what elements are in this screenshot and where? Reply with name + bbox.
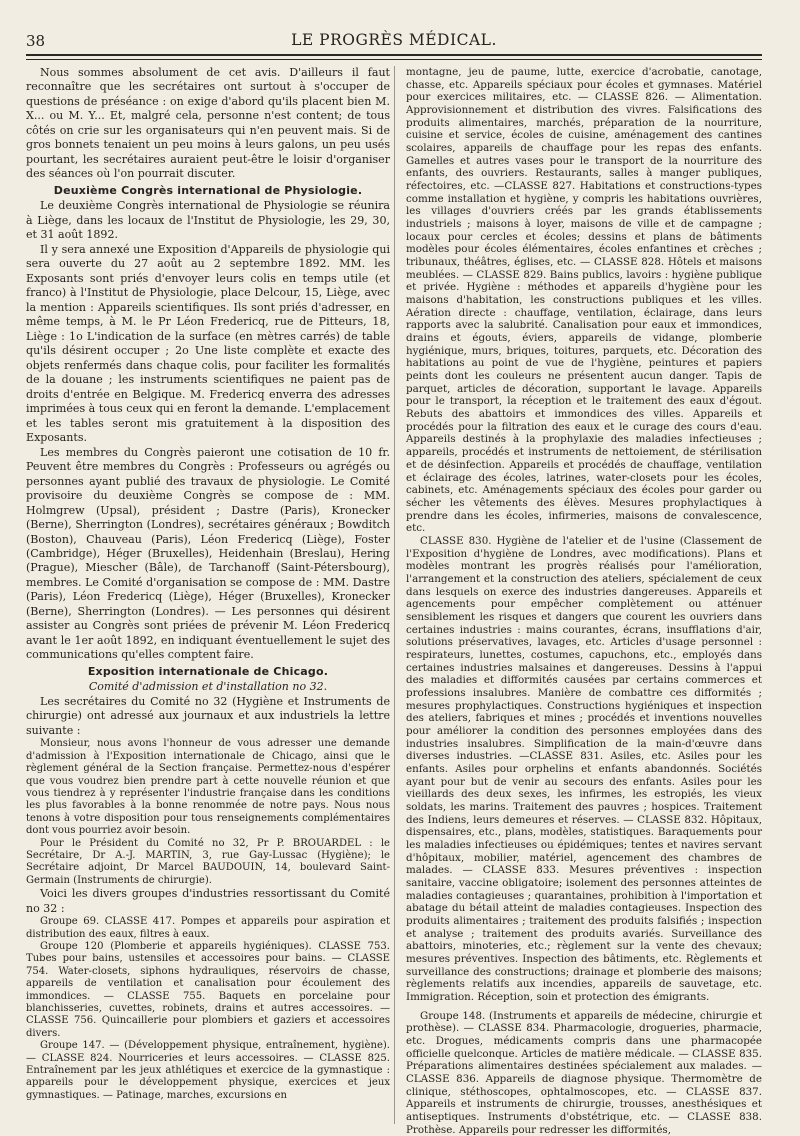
paragraph: montagne, jeu de paume, lutte, exercice d'acrobatie, canotage, chasse, etc. Appareils spéciaux pour écoles et gymnases. Matériel pour exercices militaires, etc. — CLASSE 826. — Alimentation. Approvisionnement et distribution des vivres. Falsifications des produits alimentaires, marchés, préparation de la nourriture, cuisine et service, écoles de cuisine, aménagement des cantines scolaires, appareils de chauffage pour les repas des enfants. Gamelles et autres vases pour le transport de la nourriture des enfants, des ouvriers. Restaurants, salles à manger publiques, réfectoires, etc. —CLASSE 827. Habitations et constructions-types comme installation et hygiène, y compris les habitations ouvrières, les villages d'ouvriers créés par les grands établissements industriels ; maisons à loyer, maisons de ville et de campagne ; locaux pour cercles et écoles; dessins et plans de bâtiments modèles pour écoles élémentaires, écoles enfantines et crèches ; tribunaux, théâtres, églises, etc. — CLASSE 828. Hôtels et maisons meublées. — CLASSE 829. Bains publics, lavoirs : hygiène publique et privée. Hygiène : méthodes et appareils d'hygiène pour les maisons d'habitation, les constructions publiques et les villes. Aération directe : chauffage, ventilation, éclairage, dans leurs rapports avec la salubrité. Canalisation pour eaux et immondices, drains et égouts, éviers, appareils de vidange, plomberie hygiénique, murs, briques, toitures, parquets, etc. Décoration des habitations au point de vue de l'hygiène, peintures et papiers peints dont les couleurs ne présentent aucun danger. Tapis de parquet, articles de décoration, supportant le lavage. Appareils pour le transport, la réception et le traitement des eaux d'égout. Rebuts des abattoirs et immondices des villes. Appareils et procédés pour la filtration des eaux et le curage des cours d'eau. Appareils destinés à la prophylaxie des maladies infectieuses ; appareils, procédés et instruments de nettoiement, de stérilisation et de désinfection. Appareils et procédés de chauffage, ventilation et éclairage des écoles, latrines, water-closets pour les écoles, cabinets, etc. Aménagements spéciaux des écoles pour garder ou sécher les vêtements des élèves. Mesures prophylactiques à prendre dans les écoles, infirmeries, maisons de convalescence, etc. [406,66,762,535]
group-paragraph: Groupe 147. — (Développement physique, entraînement, hygiène). — CLASSE 824. Nourriceries et leurs accessoires. — CLASSE 825. Entraînement par les jeux athlétiques et exercice de la gymnastique : appareils pour le développement physique, exercices et jeux gymnastiques. — Patinage, marches, excursions en [26,1040,390,1101]
section-heading-chicago: Exposition internationale de Chicago. [87,664,329,678]
page-header [26,28,762,50]
letter-signature: Pour le Président du Comité no 32, Pr P. BROUARDEL : le Secrétaire, Dr A.-J. MARTIN, 3, rue Gay-Lussac (Hygiène); le Secrétaire adjoint, Dr Marcel BAUDOUIN, 14, boulevard Saint-Germain (Instruments de chirurgie). [26,837,390,886]
paragraph: Groupe 148. (Instruments et appareils de médecine, chirurgie et prothèse). — CLASSE 834. Pharmacologie, drogueries, pharmacie, etc. Drogues, médicaments compris dans une pharmacopée officielle quelconque. Articles de matière médicale. — CLASSE 835. Préparations alimentaires destinées spécialement aux malades. — CLASSE 836. Appareils de diagnose physique. Thermomètre de clinique, stéthoscopes, ophtalmoscopes, etc. — CLASSE 837. Appareils et instruments de chirurgie, trousses, anesthésiques et antiseptiques. Instruments d'obstétrique, etc. — CLASSE 838. Prothèse. Appareils pour redresser les difformités, [406,1009,762,1136]
paragraph: Nous sommes absolument de cet avis. D'ailleurs il faut reconnaître que les secrétaires ont surtout à s'occuper de questions de préséance : on exige d'abord qu'ils placent bien M. X... ou M. Y... Et, malgré cela, personne n'est content; de tous côtés on crie sur les organisateurs qui n'en peuvent mais. Si de gros bonnets tenaient un peu moins à leurs galons, un peu usés pourtant, les secrétaires auraient peut-être le loisir d'organiser des séances où l'on pourrait discuter. [26,66,390,181]
header-rule-thick [26,54,762,56]
paragraph: Voici les divers groupes d'industries ressortissant du Comité no 32 : [26,887,390,915]
paragraph: Le deuxième Congrès international de Physiologie se réunira à Liège, dans les locaux de l'Institut de Physiologie, les 29, 30, et 31 août 1892. [26,199,390,242]
letter-paragraph: Monsieur, nous avons l'honneur de vous adresser une demande d'admission à l'Exposition internationale de Chicago, ainsi que le règlement général de la Section française. Permettez-nous d'espérer que vous voudrez bien prendre part à cette nouvelle réunion et que vous tiendrez à y représenter l'industrie française dans les conditions les plus favorables à la bonne renommée de notre pays. Nous nous tenons à votre disposition pour tous renseignements complémentaires dont vous pourriez avoir besoin. [26,738,390,837]
journal-title: LE PROGRÈS MÉDICAL. [291,31,497,49]
section-heading-physiology: Deuxième Congrès international de Physiologie. [53,183,363,197]
paragraph: CLASSE 830. Hygiène de l'atelier et de l'usine (Classement de l'Exposition d'hygiène de Londres, avec modifications). Plans et modèles montrant les progrès réalisés pour l'amélioration, l'arrangement et la construction des ateliers, spécialement de ceux dans lesquels on exerce des industries dangereuses. Appareils et agencements pour empêcher complètement ou atténuer sensiblement les risques et dangers que courent les ouvriers dans certaines industries : mains courantes, écrans, insufflations d'air, solutions préservatives, lavages, etc. Articles d'usage personnel : respirateurs, lunettes, costumes, capuchons, etc., employés dans certaines industries malsaines et dangereuses. Dessins à l'appui des maladies et difformités causées par certains commerces et professions insalubres. Manière de combattre ces difformités ; mesures prophylactiques. Constructions hygiéniques et inspection des ateliers, fabriques et mines ; procédés et inventions nouvelles pour améliorer la condition des personnes employées dans des industries insalubres. Simplification de la main-d'œuvre dans diverses industries. —CLASSE 831. Asiles, etc. Asiles pour les enfants. Asiles pour orphelins et enfants abandonnés. Sociétés ayant pour but de venir au secours des enfants. Asiles pour les vieillards des deux sexes, les infirmes, les estropiés, les vieux soldats, les marins. Traitement des pauvres ; hospices. Traitement des Indiens, leurs demeures et réserves. — CLASSE 832. Hôpitaux, dispensaires, etc., plans, modèles, statistiques. Baraquements pour les maladies infectieuses ou épidémiques; tentes et navires servant d'hôpitaux, mobilier, matériel, agencement des chambres de malades. — CLASSE 833. Mesures préventives : inspection sanitaire, vaccine obligatoire; isolement des personnes atteintes de maladies contagieuses ; quarantaines, prohibition à l'importation et abatage du bétail atteint de maladies contagieuses. Inspection des produits alimentaires ; traitement des produits falsifiés ; inspection et analyse ; traitement des produits avariés. Surveillance des abattoirs, minoteries, etc.; règlement sur la vente des chevaux; mesures préventives. Inspection des bâtiments, etc. Règlements et surveillance des constructions; drainage et plomberie des maisons; règlements relatifs aux incendies, appareils de sauvetage, etc. Immigration. Réception, soin et protection des émigrants. [406,534,762,1004]
group-paragraph: Groupe 69. CLASSE 417. Pompes et appareils pour aspiration et distribution des eaux, filtres à eaux. [26,916,390,940]
header-rule-thin [26,59,762,60]
right-column [406,66,762,1136]
column-divider [394,66,395,1124]
paragraph: Les membres du Congrès paieront une cotisation de 10 fr. Peuvent être membres du Congrès : Professeurs ou agrégés ou personnes ayant publié des travaux de physiologie. Le Comité provisoire du deuxième Congrès se compose de : MM. Holmgrew (Upsal), président ; Dastre (Paris), Kronecker (Berne), Sherrington (Londres), secrétaires généraux ; Bowditch (Boston), Chauveau (Paris), Léon Fredericq (Liège), Foster (Cambridge), Héger (Bruxelles), Heidenhain (Breslau), Hering (Prague), Miescher (Bâle), de Tarchanoff (Saint-Pétersbourg), membres. Le Comité d'organisation se compose de : MM. Dastre (Paris), Léon Fredericq (Liège), Héger (Bruxelles), Kronecker (Berne), Sherrington (Londres). — Les personnes qui désirent assister au Congrès sont priées de prévenir M. Léon Fredericq avant le 1er août 1892, en indiquant éventuellement le sujet des communications qu'elles comptent faire. [26,445,390,662]
paragraph: Il y sera annexé une Exposition d'Appareils de physiologie qui sera ouverte du 27 août au 2 septembre 1892. MM. les Exposants sont priés d'envoyer leurs colis en temps utile (et franco) à l'Institut de Physiologie, place Delcour, 15, Liège, avec la mention : Appareils scientifiques. Ils sont priés d'adresser, en même temps, à M. le Pr Léon Fredericq, rue de Pitteurs, 18, Liège : 1o L'indication de la surface (en mètres carrés) de table qu'ils désirent occuper ; 2o Une liste complète et exacte des objets renfermés dans chaque colis, pour faciliter les formalités de la douane ; les instruments scientifiques ne paient pas de droits d'entrée en Belgique. M. Fredericq enverra des adresses imprimées à tous ceux qui en feront la demande. L'emplacement et les tables seront mis gratuitement à la disposition des Exposants. [26,242,390,445]
section-subheading-committee: Comité d'admission et d'installation no 32. [88,680,328,694]
paragraph: Les secrétaires du Comité no 32 (Hygiène et Instruments de chirurgie) ont adressé aux journaux et aux industriels la lettre suivante : [26,694,390,737]
page-number: 38 [26,32,46,50]
left-column [26,66,390,1126]
group-paragraph: Groupe 120 (Plomberie et appareils hygiéniques). CLASSE 753. Tubes pour bains, ustensiles et accessoires pour bains. — CLASSE 754. Water-closets, siphons hydrauliques, réservoirs de chasse, appareils de ventilation et canalisation pour écoulement des immondices. — CLASSE 755. Baquets en porcelaine pour blanchisseries, cuvettes, robinets, drains et autres accessoires. — CLASSE 756. Quincaillerie pour plombiers et gaziers et accessoires divers. [26,940,390,1039]
